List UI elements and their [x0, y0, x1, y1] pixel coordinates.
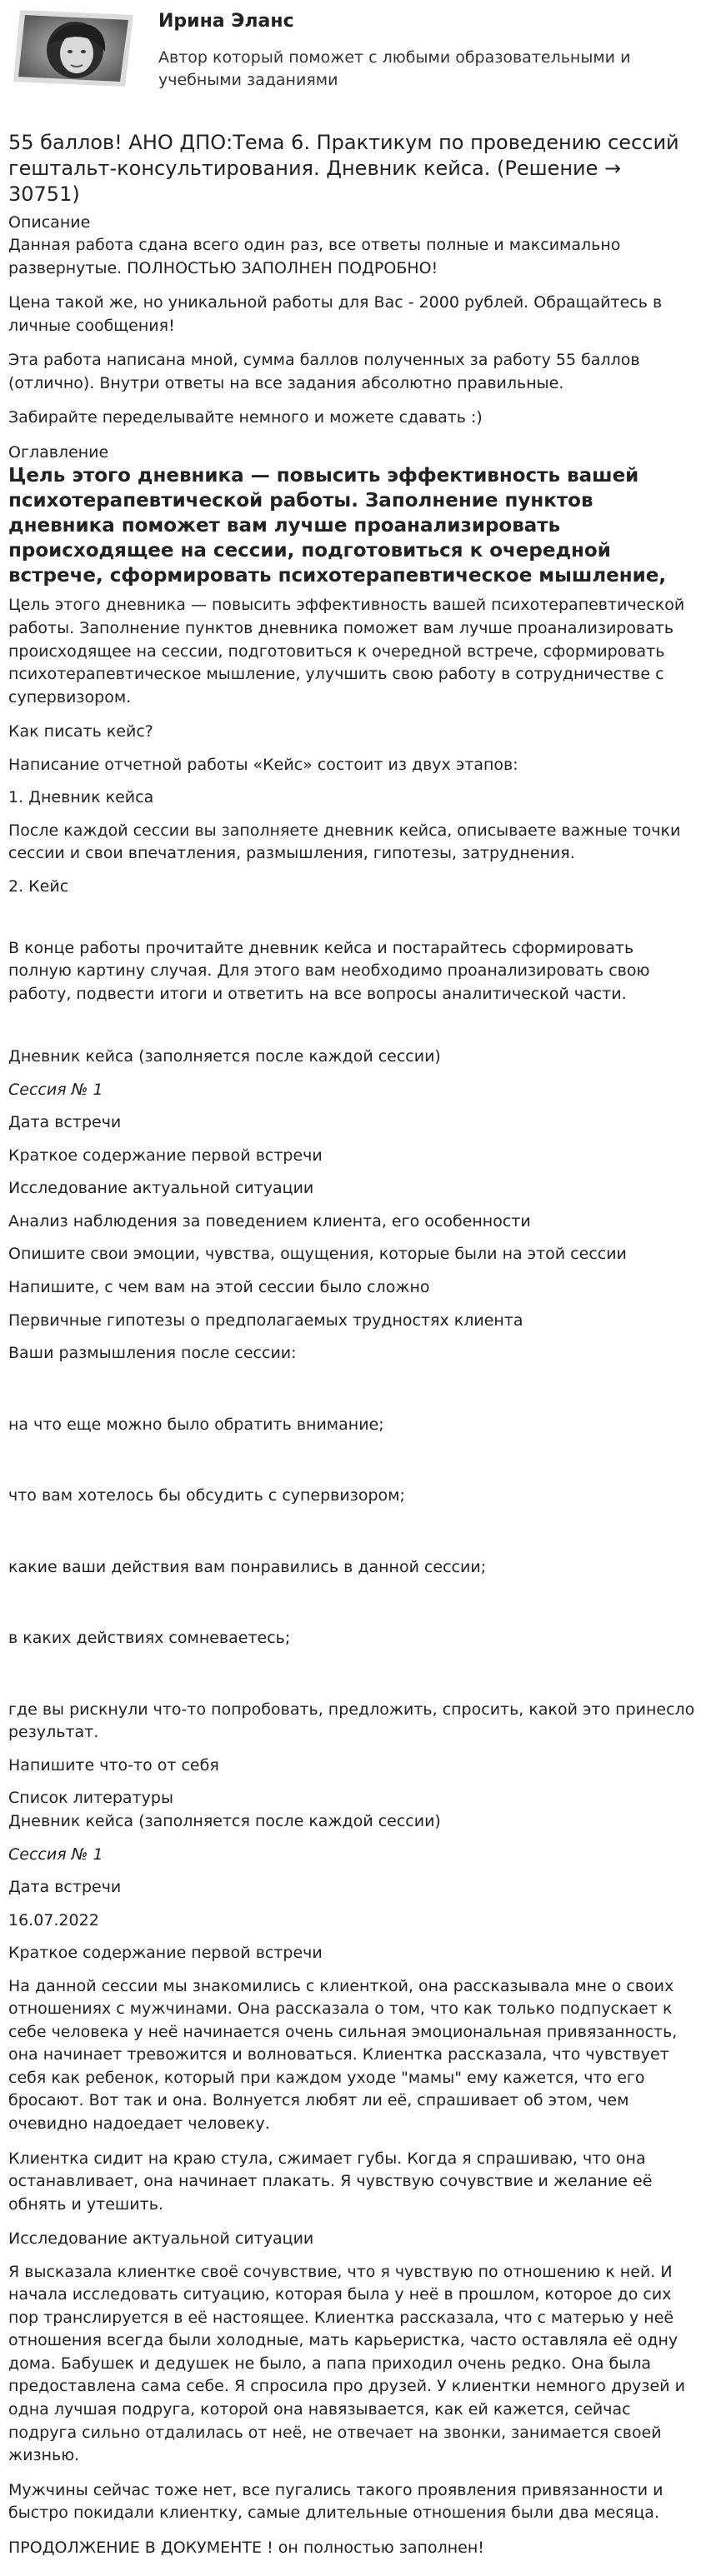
- session-label: Сессия № 1: [8, 1080, 103, 1099]
- diary-item: Ваши размышления после сессии:: [8, 1344, 297, 1363]
- spacer: [8, 1017, 698, 1046]
- reflection-item: на что еще можно было обратить внимание;: [8, 1415, 384, 1434]
- toc-bold-text: Цель этого дневника — повысить эффективность вашей психотерапевтической работы. Заполнение пунктов дневника поможет вам лучше проанализировать происходящее на сессии, подготовиться к очередной встрече, сформировать психотерапевтическое мышление,: [8, 465, 667, 587]
- diary-item: Исследование актуальной ситуации: [8, 1179, 314, 1198]
- avatar[interactable]: [8, 3, 140, 95]
- description-paragraph: Цена такой же, но уникальной работы для Вас - 2000 рублей. Обращайтесь в личные сообщения!: [8, 293, 663, 335]
- author-name[interactable]: Ирина Эланс: [158, 11, 294, 32]
- spacer: [8, 1518, 698, 1556]
- description-paragraph: Данная работа сдана всего один раз, все ответы полные и максимально развернутые. ПОЛНОСТЬЮ ЗАПОЛНЕН ПОДРОБНО!: [8, 236, 621, 277]
- diary-item: Напишите, с чем вам на этой сессии было сложно: [8, 1277, 430, 1296]
- filled-summary-label: Краткое содержание первой встречи: [8, 1944, 323, 1963]
- toc-stage-1-desc: После каждой сессии вы заполняете дневник кейса, описываете важные точки сессии и свои впечатления, размышления, гипотезы, затруднения.: [8, 821, 681, 863]
- toc-intro: Цель этого дневника — повысить эффективность вашей психотерапевтической работы. Заполнение пунктов дневника поможет вам лучше проанализировать происходящее на сессии, подготовиться к очередной встрече, сформировать психотерапевтическое мышление, улучшить свою работу в сотрудничестве с супервизором.: [8, 596, 685, 706]
- diary-heading: Дневник кейса (заполняется после каждой сессии): [8, 1047, 441, 1066]
- spacer: [8, 909, 698, 937]
- bibliography-heading: Список литературы: [8, 1789, 173, 1808]
- toc-stages-intro: Написание отчетной работы «Кейс» состоит из двух этапов:: [8, 755, 518, 774]
- filled-date-value: 16.07.2022: [8, 1910, 99, 1930]
- diary-item: Дата встречи: [8, 1113, 122, 1132]
- description-paragraph: Эта работа написана мной, сумма баллов полученных за работу 55 баллов (отлично). Внутри ответы на все задания абсолютно правильные.: [8, 351, 640, 392]
- toc-stage-1: 1. Дневник кейса: [8, 788, 154, 807]
- reflection-item: что вам хотелось бы обсудить с супервизором;: [8, 1486, 405, 1505]
- work-title: 55 баллов! АНО ДПО:Тема 6. Практикум по проведению сессий гештальт-консультирования. Дневник кейса. (Решение → 30751): [8, 131, 679, 207]
- filled-diary-heading: Дневник кейса (заполняется после каждой сессии): [8, 1811, 441, 1830]
- filled-session-label: Сессия № 1: [8, 1845, 103, 1864]
- toc-how-to: Как писать кейс?: [8, 722, 153, 741]
- reflection-item: какие ваши действия вам понравились в данной сессии;: [8, 1557, 487, 1576]
- author-info: [158, 3, 698, 92]
- description-paragraph: Забирайте переделывайте немного и можете сдавать :): [8, 408, 483, 427]
- toc-final-text: В конце работы прочитайте дневник кейса и постарайтесь сформировать полную картину случая. Для этого вам необходимо проанализировать свою работу, подвести итоги и ответить на все вопросы аналитической части.: [8, 938, 650, 1003]
- spacer: [8, 1375, 698, 1414]
- filled-summary-paragraph: Клиентка сидит на краю стула, сжимает губы. Когда я спрашиваю, что она останавливает, она начинает плакать. Я чувствую сочувствие и желание её обнять и утешить.: [8, 2149, 653, 2214]
- author-card: [8, 3, 698, 95]
- reflection-item: в каких действиях сомневаетесь;: [8, 1629, 291, 1648]
- diary-item: Опишите свои эмоции, чувства, ощущения, которые были на этой сессии: [8, 1245, 627, 1264]
- diary-item: Краткое содержание первой встречи: [8, 1146, 323, 1165]
- diary-item: Первичные гипотезы о предполагаемых трудностях клиента: [8, 1310, 523, 1330]
- author-description: Автор который поможет с любыми образовательными и учебными заданиями: [158, 47, 631, 89]
- filled-situation-paragraph: Мужчины сейчас тоже нет, все пугались такого проявления привязанности и быстро покидали клиентку, самые длительные отношения были два месяца.: [8, 2480, 663, 2523]
- filled-date-label: Дата встречи: [8, 1878, 122, 1897]
- filled-summary-paragraph: На данной сессии мы знакомились с клиенткой, она рассказывала мне о своих отношениях с мужчинами. Она рассказала о том, что как только подпускает к себе человека у неё начинается очень сильная эмоциональная привязанность, она начинает тревожится и волноваться. Клиентка рассказала, что чувствует себя как ребенок, который при каждом уходе "мамы" ему кажется, что его бросают. Вот так и она. Волнуется любят ли её, спрашивает об этом, чем очевидно надоедает человеку.: [8, 1976, 678, 2133]
- spacer: [8, 1446, 698, 1485]
- toc-heading: Оглавление: [8, 442, 109, 462]
- write-own: Напишите что-то от себя: [8, 1755, 219, 1775]
- filled-situation-label: Исследование актуальной ситуации: [8, 2229, 314, 2249]
- spacer: [8, 1589, 698, 1627]
- toc-stage-2: 2. Кейс: [8, 876, 69, 896]
- reflection-item: где вы рискнули что-то попробовать, предложить, спросить, какой это принесло результат.: [8, 1700, 695, 1742]
- avatar-image: [8, 3, 140, 95]
- filled-situation-paragraph: Я высказала клиентке своё сочувствие, что я чувствую по отношению к ней. И начала исследовать ситуацию, которая была у неё в прошлом, которое до сих пор транслируется в её настоящее. Клиентка рассказала, что с матерью у неё отношения всегда были холодные, мать карьеристка, часто оставляла её одну дома. Бабушек и дедушек не было, а папа приходил очень редко. Она была предоставлена сама себе. Я спросила про друзей. У клиентки немного друзей и одна лучшая подруга, которой она навязывается, как ей кажется, сейчас подруга сильно отдалилась от неё, не отвечает на звонки, занимается своей жизнью.: [8, 2262, 685, 2465]
- continuation-note: ПРОДОЛЖЕНИЕ В ДОКУМЕНТЕ ! он полностью заполнен!: [8, 2538, 484, 2557]
- spacer: [8, 1660, 698, 1699]
- diary-item: Анализ наблюдения за поведением клиента, его особенности: [8, 1211, 531, 1231]
- description-heading: Описание: [8, 212, 91, 232]
